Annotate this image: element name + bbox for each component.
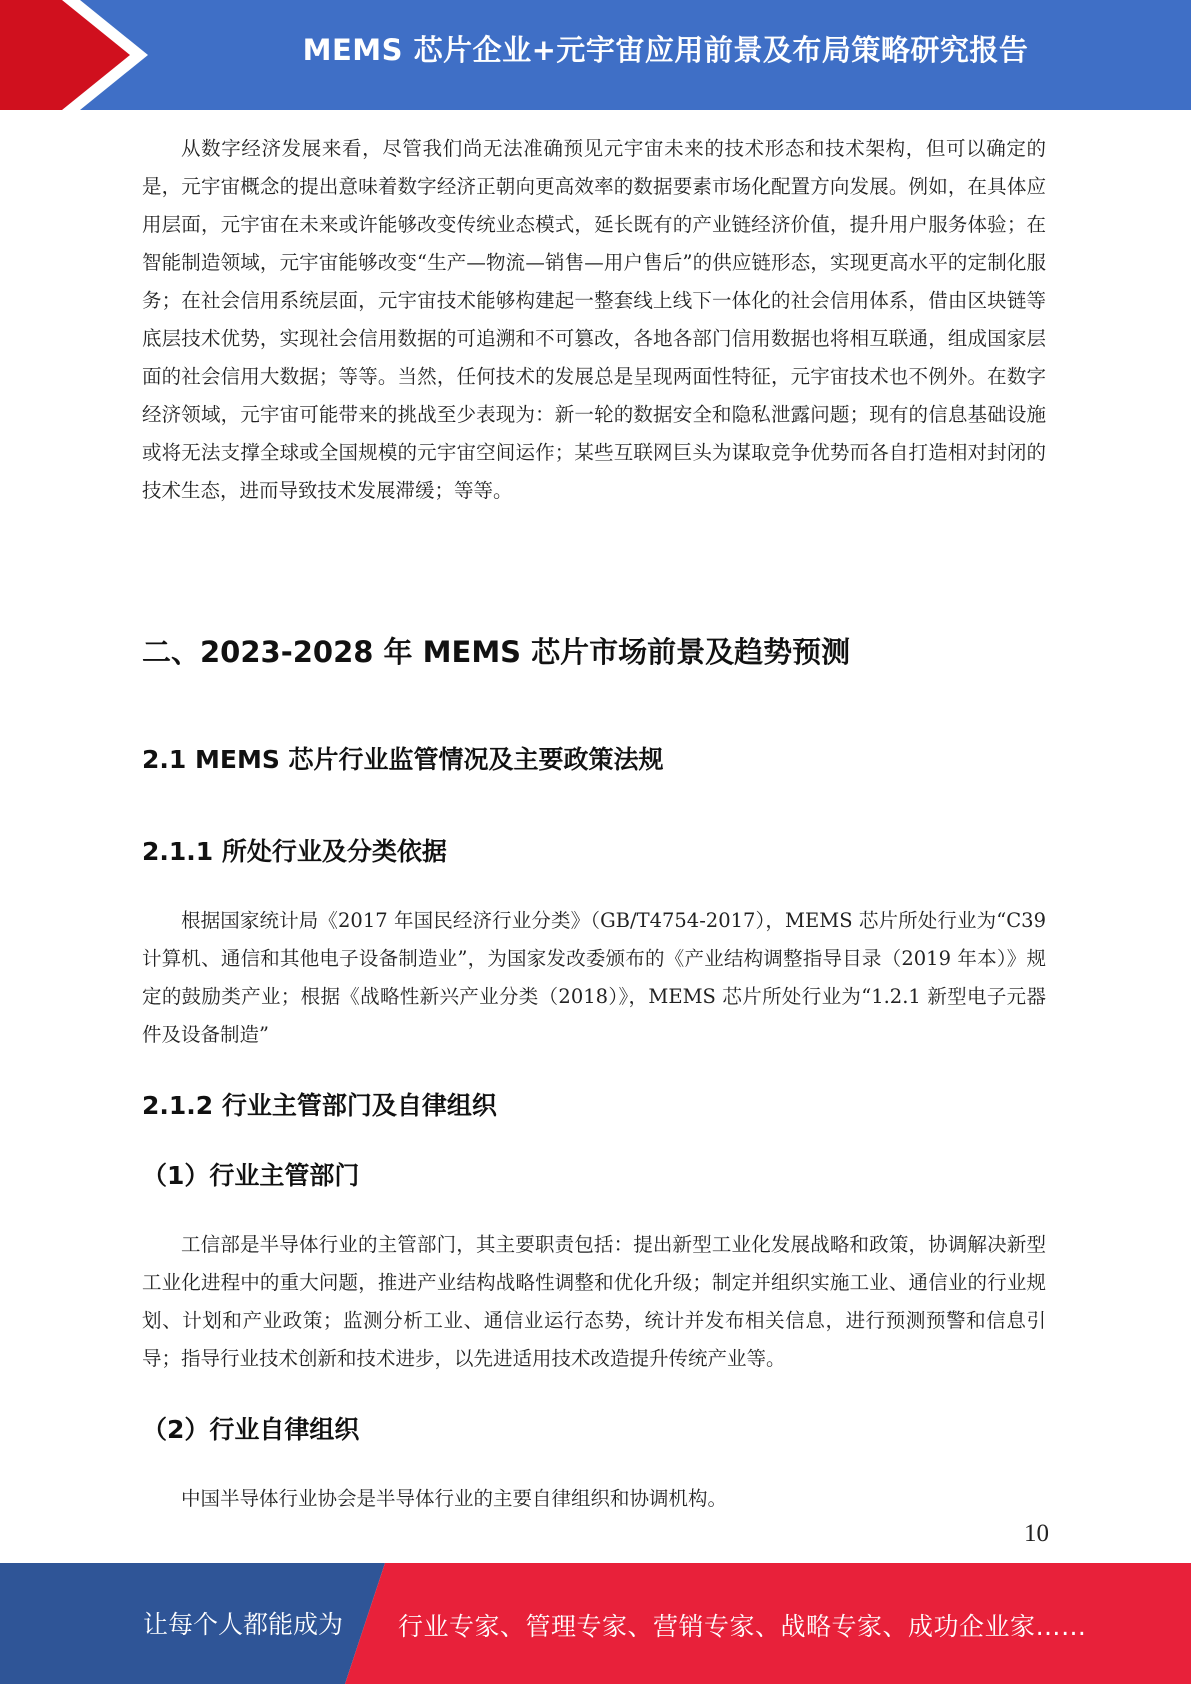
report-title: MEMS 芯片企业+元宇宙应用前景及布局策略研究报告	[302, 33, 1029, 67]
section-heading: 二、2023-2028 年 MEMS 芯片市场前景及趋势预测	[142, 635, 851, 669]
page-footer	[0, 1563, 1191, 1684]
item-2-block	[142, 1480, 1046, 1518]
item-heading-2: （2）行业自律组织	[142, 1415, 360, 1444]
footer-slogan-left: 让每个人都能成为	[143, 1610, 344, 1639]
intro-paragraph: 从数字经济发展来看，尽管我们尚无法准确预见元宇宙未来的技术形态和技术架构，但可以确定的是，元宇宙概念的提出意味着数字经济正朝向更高效率的数据要素市场化配置方向发展。例如，在具体应用层面，元宇宙在未来或许能够改变传统业态模式，延长既有的产业链经济价值，提升用户服务体验；在智能制造领域，元宇宙能够改变“生产—物流—销售—用户售后”的供应链形态，实现更高水平的定制化服务；在社会信用系统层面，元宇宙技术能够构建起一整套线上线下一体化的社会信用体系，借由区块链等底层技术优势，实现社会信用数据的可追溯和不可篡改，各地各部门信用数据也将相互联通，组成国家层面的社会信用大数据；等等。当然，任何技术的发展总是呈现两面性特征，元宇宙技术也不例外。在数字经济领域，元宇宙可能带来的挑战至少表现为：新一轮的数据安全和隐私泄露问题；现有的信息基础设施或将无法支撑全球或全国规模的元宇宙空间运作；某些互联网巨头为谋取竞争优势而各自打造相对封闭的技术生态，进而导致技术发展滞缓；等等。	[142, 137, 1046, 502]
item-2-paragraph: 中国半导体行业协会是半导体行业的主要自律组织和协调机构。	[181, 1487, 728, 1510]
item-1-paragraph: 工信部是半导体行业的主管部门，其主要职责包括：提出新型工业化发展战略和政策，协调解决新型工业化进程中的重大问题，推进产业结构战略性调整和优化升级；制定并组织实施工业、通信业的行业规划、计划和产业政策；监测分析工业、通信业运行态势，统计并发布相关信息，进行预测预警和信息引导；指导行业技术创新和技术进步，以先进适用技术改造提升传统产业等。	[142, 1233, 1046, 1370]
subsection-heading-2-1-2: 2.1.2 行业主管部门及自律组织	[142, 1091, 497, 1120]
page-number: 10	[1024, 1520, 1049, 1547]
subsection-heading-2-1-1: 2.1.1 所处行业及分类依据	[142, 837, 447, 866]
paragraph-2-1-1: 根据国家统计局《2017 年国民经济行业分类》（GB/T4754-2017），MEMS 芯片所处行业为“C39 计算机、通信和其他电子设备制造业”，为国家发改委颁布的《产业结构调整指导目录（2019 年本）》规定的鼓励类产业；根据《战略性新兴产业分类（2018）》，MEMS 芯片所处行业为“1.2.1 新型电子元器件及设备制造”	[142, 909, 1046, 1046]
paragraph-2-1-1-block	[142, 902, 1046, 1054]
intro-section	[142, 130, 1046, 510]
item-1-block	[142, 1226, 1046, 1378]
item-heading-1: （1）行业主管部门	[142, 1161, 360, 1190]
footer-slogan-right: 行业专家、管理专家、营销专家、战略专家、成功企业家……	[398, 1612, 1087, 1641]
page-header	[0, 0, 1191, 110]
subsection-heading-2-1: 2.1 MEMS 芯片行业监管情况及主要政策法规	[142, 745, 664, 774]
